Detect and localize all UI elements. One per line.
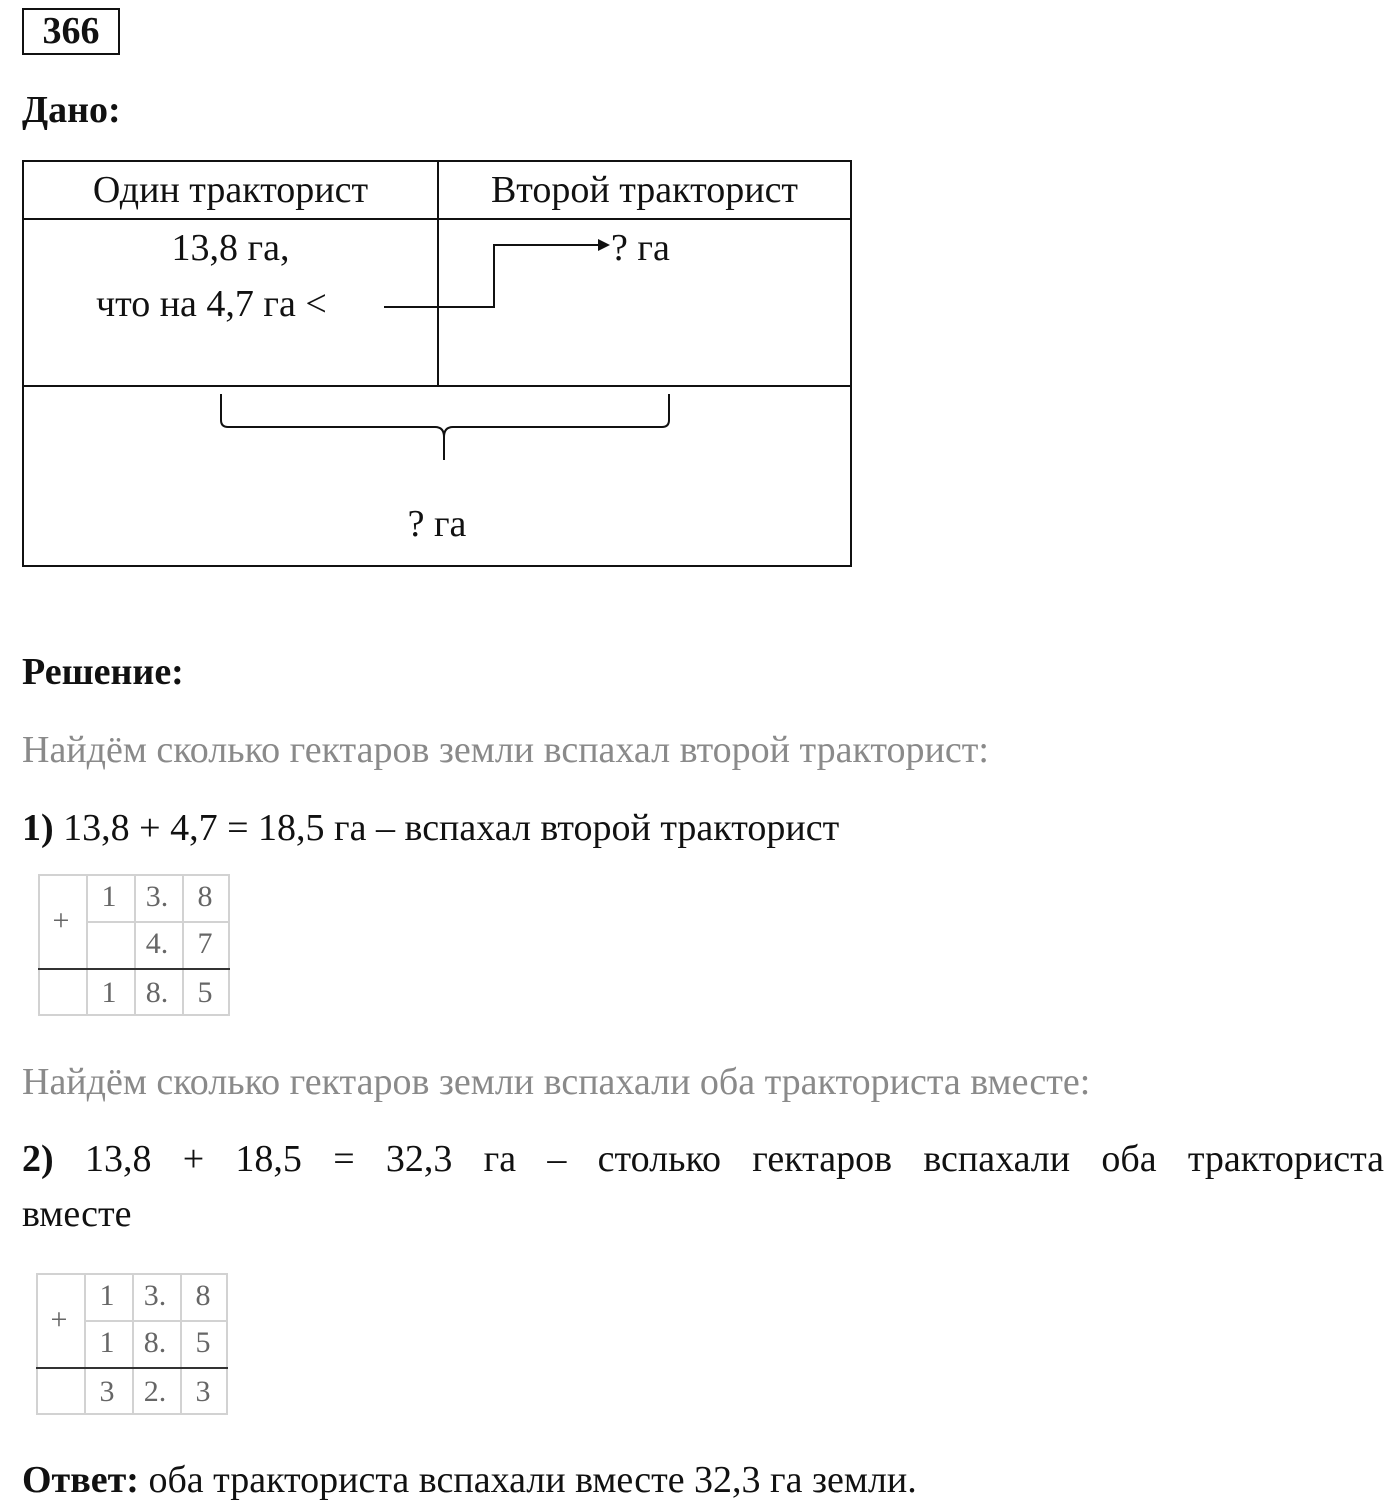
digit — [86, 921, 132, 967]
step-1 — [22, 806, 839, 850]
digit: 4. — [145, 927, 169, 960]
digit: 1 — [99, 1279, 115, 1312]
given-table — [22, 160, 852, 567]
digit: 8 — [197, 880, 213, 913]
digit: 3. — [143, 1279, 167, 1312]
column-addition-1 — [38, 874, 230, 1016]
col2-header: Второй тракторист — [490, 169, 799, 211]
digit: 8. — [143, 1326, 167, 1359]
digit: 7 — [197, 927, 213, 960]
result-digit: 3 — [99, 1375, 115, 1408]
step-1-number: 1) — [22, 807, 54, 849]
first-tractor-value: 13,8 га, — [171, 227, 290, 269]
result-digit: 8. — [145, 976, 169, 1009]
second-tractor-value: ? га — [611, 227, 670, 269]
solution-heading: Решение: — [22, 651, 184, 693]
column-addition-2 — [36, 1273, 228, 1415]
answer-label: Ответ: — [22, 1459, 139, 1501]
comparison-text: что на 4,7 га < — [96, 283, 327, 325]
hint-1: Найдём сколько гектаров земли вспахал второй тракторист: — [22, 729, 989, 771]
answer — [22, 1458, 917, 1502]
step-2-number: 2) — [22, 1138, 54, 1180]
digit: 8 — [195, 1279, 211, 1312]
digit: 3. — [145, 880, 169, 913]
result-digit: 1 — [101, 976, 117, 1009]
total-value: ? га — [407, 503, 467, 545]
plus-sign: + — [50, 1303, 68, 1336]
result-digit: 2. — [143, 1375, 167, 1408]
given-heading: Дано: — [22, 89, 121, 131]
result-digit: 3 — [195, 1375, 211, 1408]
step-2-continuation: вместе — [22, 1193, 132, 1235]
hint-2: Найдём сколько гектаров земли вспахали оба тракториста вместе: — [22, 1061, 1091, 1103]
step-2-text: 13,8 + 18,5 = 32,3 га – столько гектаров вспахали оба тракториста — [84, 1138, 1385, 1180]
plus-sign: + — [52, 904, 70, 937]
digit: 1 — [101, 880, 117, 913]
answer-text: оба тракториста вспахали вместе 32,3 га земли. — [148, 1459, 917, 1501]
task-number: 366 — [22, 8, 120, 55]
col1-header: Один тракторист — [92, 169, 369, 211]
digit: 5 — [195, 1326, 211, 1359]
result-digit: 5 — [197, 976, 213, 1009]
digit: 1 — [99, 1326, 115, 1359]
step-1-text: 13,8 + 4,7 = 18,5 га – вспахал второй тракторист — [63, 807, 840, 849]
step-2 — [22, 1137, 1384, 1181]
